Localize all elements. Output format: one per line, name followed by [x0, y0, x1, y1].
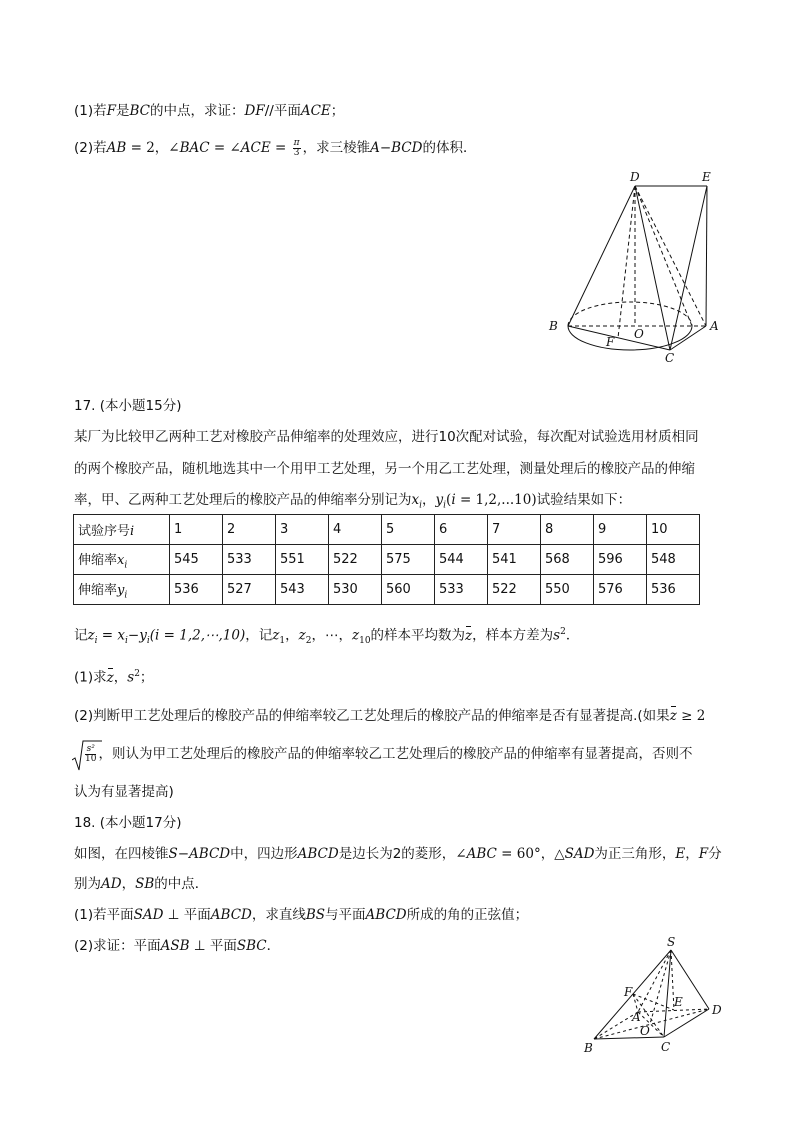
base-back-arc — [568, 302, 692, 326]
table-cell: 536 — [647, 575, 700, 605]
row-label: 试验序号i — [74, 515, 170, 545]
table-cell: 2 — [223, 515, 276, 545]
table-cell: 1 — [170, 515, 223, 545]
edge-BC — [568, 326, 670, 350]
label-A: A — [710, 319, 719, 333]
q18-p1: 如图，在四棱锥S−ABCD中，四边形ABCD是边长为2的菱形，∠ABC = 60°，△SAD为正三角形，E，F分 — [74, 846, 722, 862]
pi-over-3-fraction: $\frac{\pi}{3}$ — [293, 137, 300, 158]
label-A: A — [632, 1010, 641, 1024]
edge-CD — [664, 1009, 709, 1037]
table-cell: 527 — [223, 575, 276, 605]
table-cell: 533 — [223, 545, 276, 575]
table-cell: 543 — [276, 575, 329, 605]
q18-part2: (2)求证：平面ASB ⊥ 平面SBC． — [74, 938, 281, 954]
q18-heading: 18. (本小题17分) — [74, 815, 182, 831]
edge-DC — [635, 186, 670, 350]
table-cell: 541 — [488, 545, 541, 575]
table-cell: 550 — [541, 575, 594, 605]
table-row — [74, 575, 700, 605]
sqrt-sign — [72, 740, 102, 774]
z-bar: z — [106, 669, 114, 686]
table-cell: 522 — [488, 575, 541, 605]
q17-p1: 某厂为比较甲乙两种工艺对橡胶产品伸缩率的处理效应，进行10次配对试验，每次配对试验选用材质相同 — [74, 429, 699, 445]
edge-FE — [633, 994, 674, 1010]
table-cell: 575 — [382, 545, 435, 575]
z-bar: z — [465, 627, 473, 644]
table-cell: 548 — [647, 545, 700, 575]
q16-part2: (2)若AB = 2，∠BAC = ∠ACE = $\frac{\pi}{3}$ ，求三棱锥A−BCD的体积． — [74, 137, 477, 158]
label-E: E — [702, 170, 711, 184]
edge-CE — [670, 186, 707, 350]
label-B: B — [584, 1041, 593, 1055]
experiment-table — [73, 514, 700, 605]
table-cell: 10 — [647, 515, 700, 545]
edge-BD — [594, 1009, 709, 1039]
table-cell: 533 — [435, 575, 488, 605]
label-O: O — [640, 1024, 650, 1038]
table-cell: 544 — [435, 545, 488, 575]
label-D: D — [712, 1003, 722, 1017]
pyramid-figure — [578, 934, 738, 1059]
table-cell: 536 — [170, 575, 223, 605]
edge-DA — [635, 186, 706, 326]
table-cell: 4 — [329, 515, 382, 545]
z-bar: z — [669, 708, 677, 724]
q17-part2-line1: (2)判断甲工艺处理后的橡胶产品的伸缩率较乙工艺处理后的橡胶产品的伸缩率是否有显著提高.(如果z ≥ 2 — [74, 708, 706, 724]
table-cell: 576 — [594, 575, 647, 605]
base-front-arc — [568, 326, 692, 350]
table-cell: 596 — [594, 545, 647, 575]
row-label: 伸缩率$x_i$ — [74, 545, 170, 575]
label-C: C — [661, 1040, 671, 1054]
table-cell: 9 — [594, 515, 647, 545]
q17-heading: 17. (本小题15分) — [74, 398, 182, 414]
table-cell: 8 — [541, 515, 594, 545]
label-S: S — [667, 935, 676, 949]
q17-definition: 记$z_i = x_i-y_i(i$ = 1,2,⋯,10)，记$z_1$，$z_2$，⋯，$z_{10}$的样本平均数为z，样本方差为$s^2$． — [74, 627, 580, 647]
table-row — [74, 515, 700, 545]
table-row — [74, 545, 700, 575]
edge-SA — [638, 950, 671, 1012]
label-E: E — [674, 995, 683, 1009]
table-cell: 551 — [276, 545, 329, 575]
sqrt-fraction: $\frac{\text{s²}}{10}$ — [74, 744, 98, 764]
cone-figure — [540, 168, 730, 368]
label-F: F — [624, 985, 633, 999]
q17-part2-line3: 认为有显著提高) — [74, 784, 174, 800]
table-cell: 522 — [329, 545, 382, 575]
q16-part1: (1)若F是BC的中点，求证：DF//平面ACE； — [74, 103, 345, 119]
edge-CA — [670, 326, 706, 350]
q17-part1: (1)求z，$s^2$； — [74, 669, 154, 686]
label-C: C — [665, 351, 675, 365]
edge-EA — [706, 186, 707, 326]
q17-part2-line2: $\frac{\text{s²}}{10}$ ，则认为甲工艺处理后的橡胶产品的伸缩率较乙工艺处理后的橡胶产品的伸缩率有显著提高，否则不 — [74, 744, 692, 764]
edge-BC — [594, 1037, 664, 1039]
table-cell: 568 — [541, 545, 594, 575]
table-cell: 6 — [435, 515, 488, 545]
table-cell: 560 — [382, 575, 435, 605]
edge-AE-dash — [635, 186, 692, 326]
table-cell: 3 — [276, 515, 329, 545]
label-F: F — [606, 335, 615, 349]
table-cell: 545 — [170, 545, 223, 575]
edge-DF — [618, 186, 635, 338]
label-B: B — [549, 319, 558, 333]
q18-p2: 别为AD，SB的中点． — [74, 876, 209, 892]
q18-part1: (1)若平面SAD ⊥ 平面ABCD，求直线BS与平面ABCD所成的角的正弦值； — [74, 907, 529, 923]
table-cell: 5 — [382, 515, 435, 545]
table-cell: 530 — [329, 575, 382, 605]
edge-SB — [594, 950, 671, 1039]
row-label: 伸缩率$y_i$ — [74, 575, 170, 605]
q17-p3: 率，甲、乙两种工艺处理后的橡胶产品的伸缩率分别记为$x_i$，$y_i(i = 1,2,...10)$试验结果如下： — [74, 492, 632, 511]
table-cell: 7 — [488, 515, 541, 545]
label-D: D — [630, 170, 640, 184]
label-O: O — [634, 327, 644, 341]
q17-p2: 的两个橡胶产品，随机地选其中一个用甲工艺处理，另一个用乙工艺处理，测量处理后的橡胶产品的伸缩 — [74, 461, 695, 477]
